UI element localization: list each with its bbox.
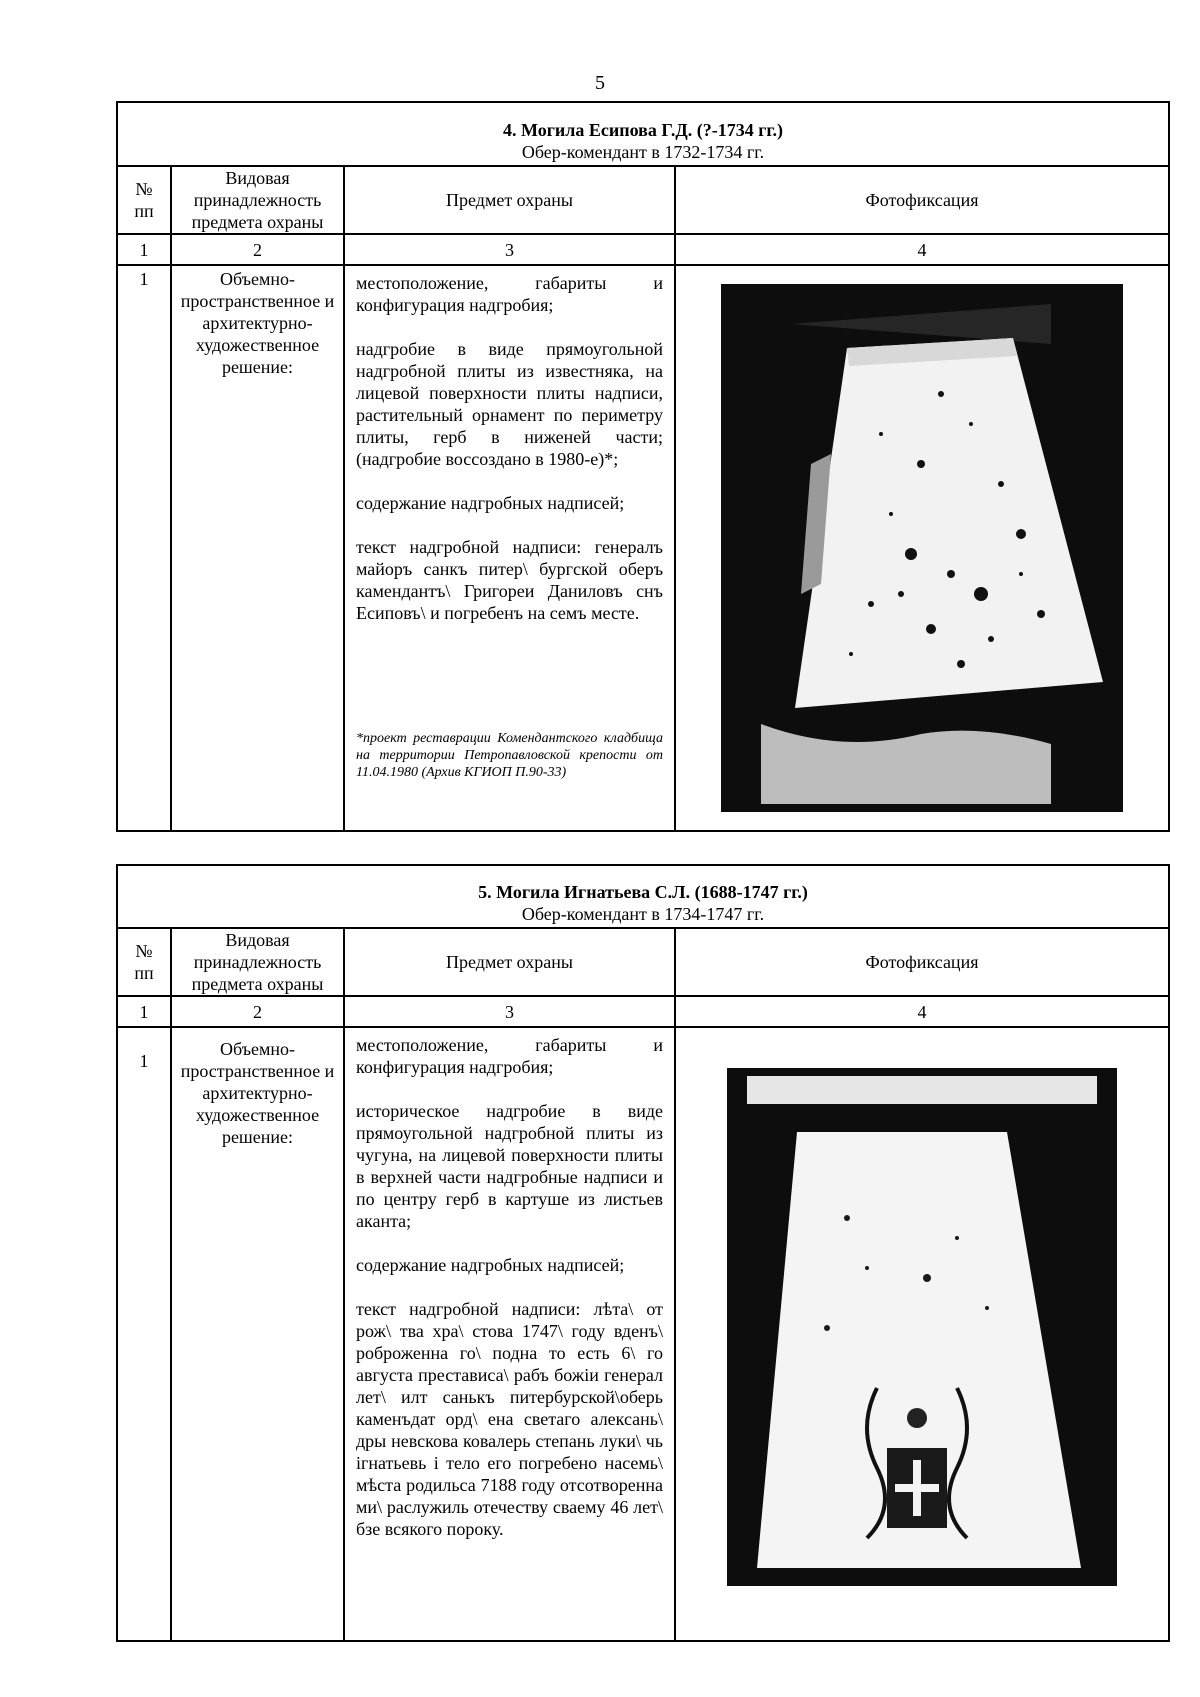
subject-paragraph: текст надгробной надписи: лѣта\ от рож\ тва хра\ стова 1747\ году вденъ\ роброженна го\ подна то есть 6\ го августа престависа\ рабъ божiи генерал лет\ илт санькъ питербурской\оберь каменъдат орд\ ена светаго алексань\ дры невскова ковалерь степань луки\ чь iгнатьевь i тело его погребено насемь\ мѣста родильса 7188 году отсотворенна ми\ раслужиль отечеству сваему 46 лет\ бзе всякого пороку. [356, 1299, 663, 1539]
col-number: 4 [675, 234, 1169, 265]
header-photo: Фотофиксация [675, 928, 1169, 996]
section-title-cell [117, 865, 1169, 928]
grave-table-5 [116, 864, 1170, 1642]
section-title: 4. Могила Есипова Г.Д. (?-1734 гг.) [503, 120, 784, 140]
row-number: 1 [117, 1027, 171, 1641]
subject-paragraph: местоположение, габариты и конфигурация надгробия; [356, 1035, 663, 1077]
col-number: 2 [171, 234, 344, 265]
section-subtitle: Обер-комендант в 1734-1747 гг. [521, 904, 765, 924]
section-title-cell [117, 102, 1169, 166]
footnote: *проект реставрации Комендантского кладбища на территории Петропавловской крепости от 11.04.1980 (Архив КГИОП П.90-33) [356, 731, 663, 780]
col-number: 4 [675, 996, 1169, 1027]
col-number: 1 [117, 234, 171, 265]
protection-subject [344, 265, 675, 831]
subject-paragraph: надгробие в виде прямоугольной надгробной плиты из известняка, на лицевой поверхности плиты надписи, растительный орнамент по периметру плиты, герб в ниженей части; (надгробие воссоздано в 1980-е)*; [356, 339, 663, 469]
header-subject: Предмет охраны [344, 166, 675, 234]
protection-subject [344, 1027, 675, 1641]
grave-table-4 [116, 101, 1170, 832]
photo-cell [675, 1027, 1169, 1641]
subject-paragraph: местоположение, габариты и конфигурация надгробия; [356, 273, 663, 315]
row-number: 1 [117, 265, 171, 831]
col-number: 1 [117, 996, 171, 1027]
col-number: 3 [344, 234, 675, 265]
header-type: Видовая принадлежность предмета охраны [171, 928, 344, 996]
subject-paragraph: историческое надгробие в виде прямоугольной надгробной плиты из чугуна, на лицевой поверхности плиты в верхней части надгробные надписи и по центру герб в картуше из листьев аканта; [356, 1101, 663, 1231]
header-type: Видовая принадлежность предмета охраны [171, 166, 344, 234]
header-photo: Фотофиксация [675, 166, 1169, 234]
photo-cell [675, 265, 1169, 831]
tombstone-photo-1 [721, 284, 1123, 812]
header-subject: Предмет охраны [344, 928, 675, 996]
header-num: № пп [117, 928, 171, 996]
subject-paragraph: содержание надгробных надписей; [356, 1255, 625, 1275]
subject-paragraph: содержание надгробных надписей; [356, 493, 625, 513]
page-number: 5 [595, 72, 605, 94]
section-subtitle: Обер-комендант в 1732-1734 гг. [521, 142, 765, 162]
col-number: 2 [171, 996, 344, 1027]
protection-type: Объемно-пространственное и архитектурно-художественное решение: [171, 1027, 344, 1641]
col-number: 3 [344, 996, 675, 1027]
section-title: 5. Могила Игнатьева С.Л. (1688-1747 гг.) [478, 882, 808, 902]
subject-paragraph: текст надгробной надписи: генералъ майоръ санкъ питер\ бургской оберъ камендантъ\ Григореи Даниловъ снъ Есиповъ\ и погребенъ на семъ месте. [356, 537, 663, 623]
header-num: № пп [117, 166, 171, 234]
protection-type: Объемно-пространственное и архитектурно-художественное решение: [171, 265, 344, 831]
tombstone-photo-2 [727, 1068, 1117, 1586]
